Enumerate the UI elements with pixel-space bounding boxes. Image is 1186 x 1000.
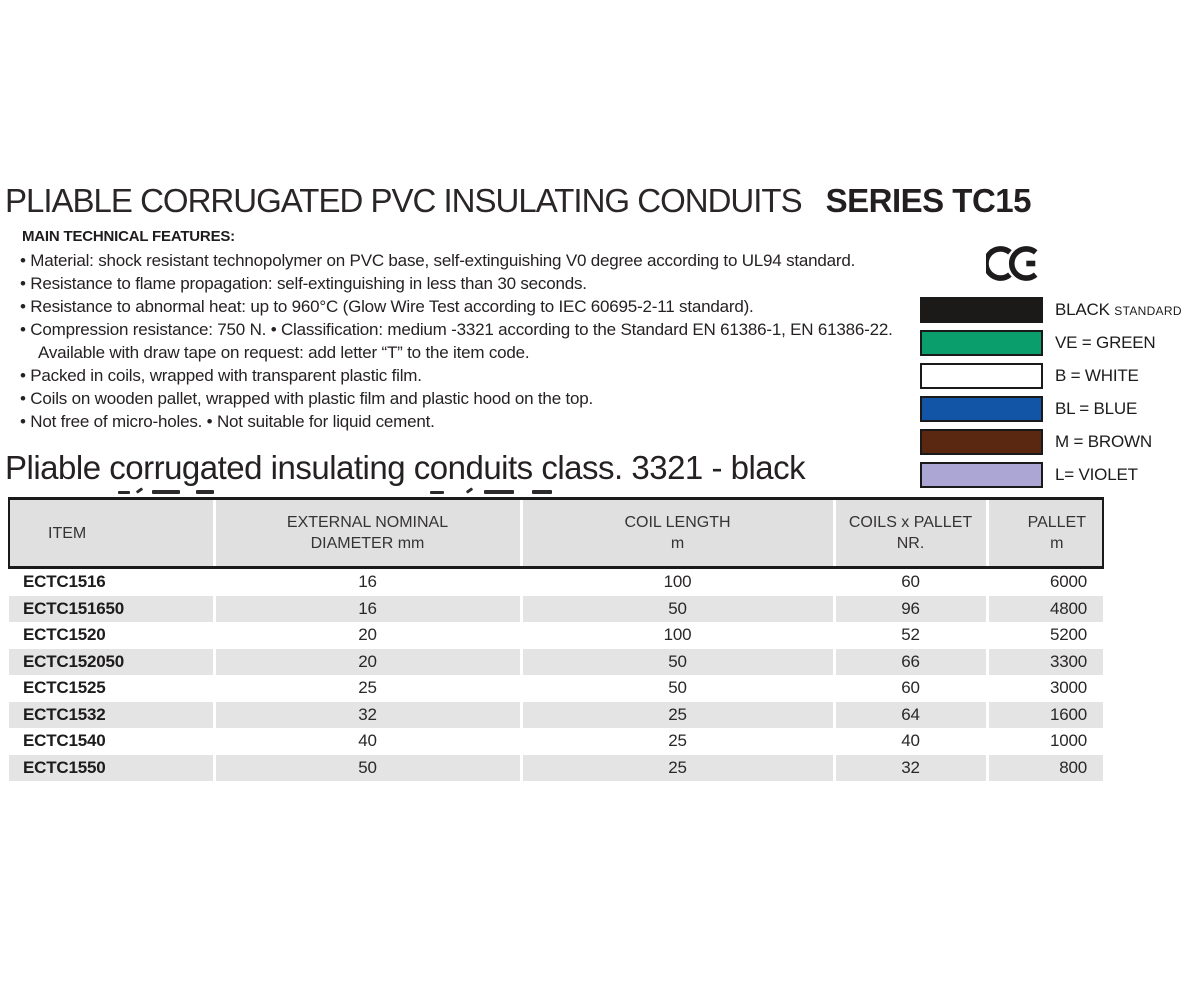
cell-diameter: 25 xyxy=(214,675,521,702)
color-swatch-violet xyxy=(920,462,1043,488)
cell-diameter: 40 xyxy=(214,728,521,755)
page-title xyxy=(5,182,1031,220)
cell-coil-length: 100 xyxy=(521,568,834,596)
page-title-main: PLIABLE CORRUGATED PVC INSULATING CONDUITS xyxy=(5,182,802,219)
cell-pallet: 6000 xyxy=(987,568,1103,596)
cell-pallet: 3000 xyxy=(987,675,1103,702)
table-row xyxy=(9,675,1103,702)
cell-coil-length: 50 xyxy=(521,649,834,676)
clipped-text-fragment xyxy=(466,487,473,493)
cell-coils-pallet: 66 xyxy=(834,649,987,676)
col-header-coils-pallet: COILS x PALLET NR. xyxy=(834,499,987,568)
clipped-text-fragment xyxy=(484,490,514,494)
cell-coils-pallet: 96 xyxy=(834,596,987,623)
clipped-text-fragment xyxy=(152,490,180,494)
cell-pallet: 4800 xyxy=(987,596,1103,623)
legend-item-brown xyxy=(920,428,1182,456)
col-header-coil-length: COIL LENGTH m xyxy=(521,499,834,568)
cell-coils-pallet: 64 xyxy=(834,702,987,729)
cell-coil-length: 50 xyxy=(521,596,834,623)
cell-pallet: 5200 xyxy=(987,622,1103,649)
cell-diameter: 20 xyxy=(214,622,521,649)
table-row xyxy=(9,568,1103,596)
legend-label-violet: L= VIOLET xyxy=(1055,465,1138,484)
cell-diameter: 32 xyxy=(214,702,521,729)
cell-diameter: 20 xyxy=(214,649,521,676)
feature-bullet-microholes: • Not free of micro-holes. • Not suitable for liquid cement. xyxy=(10,410,920,433)
legend-item-violet xyxy=(920,461,1182,489)
features-list xyxy=(10,249,920,433)
cell-item: ECTC1550 xyxy=(9,755,214,782)
cell-coil-length: 25 xyxy=(521,755,834,782)
color-swatch-blue xyxy=(920,396,1043,422)
cell-item: ECTC1516 xyxy=(23,572,106,592)
legend-item-green xyxy=(920,329,1182,357)
col-header-item: ITEM xyxy=(9,499,214,568)
legend-item-blue xyxy=(920,395,1182,423)
table-row xyxy=(9,622,1103,649)
table-row xyxy=(9,649,1103,676)
cell-pallet: 3300 xyxy=(987,649,1103,676)
legend-item-black xyxy=(920,296,1182,324)
features-heading: MAIN TECHNICAL FEATURES: xyxy=(22,228,235,245)
color-swatch-brown xyxy=(920,429,1043,455)
legend-label-blue: BL = BLUE xyxy=(1055,399,1138,418)
cell-diameter: 16 xyxy=(214,568,521,596)
legend-label-white: B = WHITE xyxy=(1055,366,1139,385)
feature-bullet-material: • Material: shock resistant technopolymer on PVC base, self-extinguishing V0 degree according to UL94 standard. xyxy=(10,249,920,272)
cell-pallet: 800 xyxy=(987,755,1103,782)
cell-item: ECTC1525 xyxy=(23,678,106,698)
table-row xyxy=(9,755,1103,782)
feature-bullet-pallet: • Coils on wooden pallet, wrapped with plastic film and plastic hood on the top. xyxy=(10,387,920,410)
cell-coils-pallet: 32 xyxy=(834,755,987,782)
clipped-text-fragment xyxy=(196,490,214,494)
cell-pallet: 1000 xyxy=(987,728,1103,755)
color-legend xyxy=(920,296,1182,494)
color-swatch-white xyxy=(920,363,1043,389)
legend-label-brown: M = BROWN xyxy=(1055,432,1152,451)
spec-table-header-row xyxy=(9,499,1103,568)
cell-coil-length: 25 xyxy=(521,702,834,729)
page-title-series: SERIES TC15 xyxy=(825,182,1032,219)
cell-coils-pallet: 60 xyxy=(834,675,987,702)
cell-diameter: 50 xyxy=(214,755,521,782)
table-row xyxy=(9,596,1103,623)
cell-coils-pallet: 60 xyxy=(834,568,987,596)
cell-item: ECTC1520 xyxy=(23,625,106,645)
spec-table xyxy=(8,497,1104,781)
col-header-pallet: PALLET m xyxy=(987,499,1103,568)
table-row xyxy=(9,728,1103,755)
cell-diameter: 16 xyxy=(214,596,521,623)
cell-pallet: 1600 xyxy=(987,702,1103,729)
cell-item: ECTC1532 xyxy=(9,702,214,729)
cell-coils-pallet: 40 xyxy=(834,728,987,755)
cell-coil-length: 100 xyxy=(521,622,834,649)
legend-label-green: VE = GREEN xyxy=(1055,333,1156,352)
cell-item: ECTC151650 xyxy=(9,596,214,623)
cell-coil-length: 50 xyxy=(521,675,834,702)
color-swatch-black xyxy=(920,297,1043,323)
cell-coil-length: 25 xyxy=(521,728,834,755)
clipped-text-fragment xyxy=(532,490,552,494)
legend-item-white xyxy=(920,362,1182,390)
feature-bullet-packing: • Packed in coils, wrapped with transparent plastic film. xyxy=(10,364,920,387)
ce-mark-icon xyxy=(986,241,1042,291)
cell-item: ECTC1540 xyxy=(23,731,106,751)
section-heading: Pliable corrugated insulating conduits class. 3321 - black xyxy=(5,449,806,486)
legend-label-black: BLACK STANDARD xyxy=(1055,300,1182,319)
col-header-diameter: EXTERNAL NOMINAL DIAMETER mm xyxy=(214,499,521,568)
clipped-text-fragment xyxy=(430,491,444,494)
feature-bullet-flame: • Resistance to flame propagation: self-extinguishing in less than 30 seconds. xyxy=(10,272,920,295)
table-row xyxy=(9,702,1103,729)
clipped-text-fragment xyxy=(118,491,130,494)
feature-bullet-compression: • Compression resistance: 750 N. • Classification: medium -3321 according to the Standard EN 61386-1, EN 61386-22. Available with draw tape on request: add letter “T” to the item code. xyxy=(10,318,920,364)
color-swatch-green xyxy=(920,330,1043,356)
cell-coils-pallet: 52 xyxy=(834,622,987,649)
clipped-text-fragment xyxy=(136,487,143,493)
feature-bullet-heat: • Resistance to abnormal heat: up to 960°C (Glow Wire Test according to IEC 60695-2-11 standard). xyxy=(10,295,920,318)
cell-item: ECTC152050 xyxy=(9,649,214,676)
